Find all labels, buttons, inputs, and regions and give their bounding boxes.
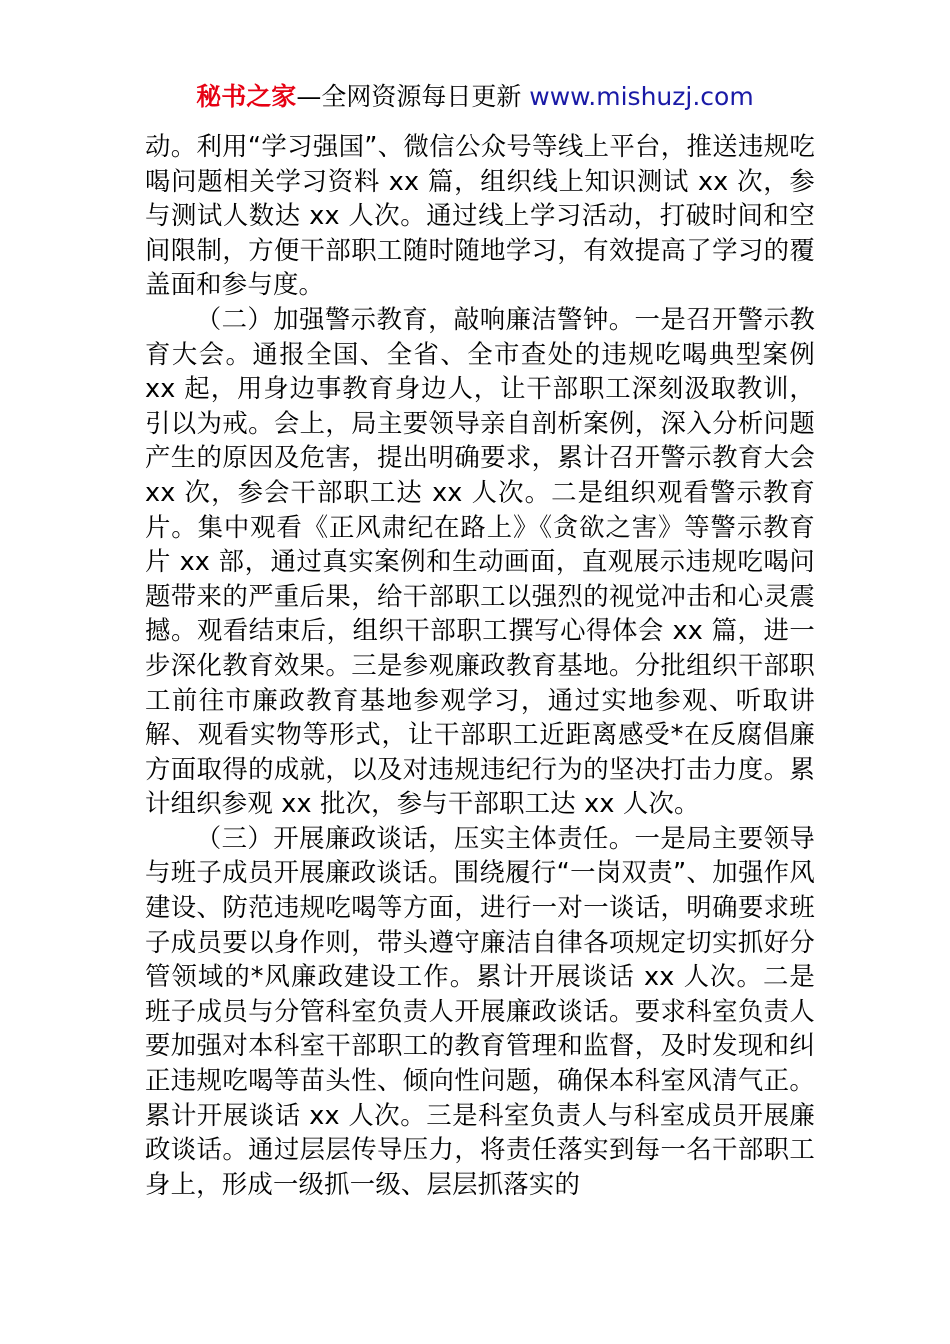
paragraph-continuation: 动。利用“学习强国”、微信公众号等线上平台，推送违规吃喝问题相关学习资料 xx 篇，组织线上知识测试 xx 次，参与测试人数达 xx 人次。通过线上学习活动，打破时间和空间限制，方便干部职工随时随地学习，有效提高了学习的覆盖面和参与度。 xyxy=(145,131,815,300)
site-brand: 秘书之家 xyxy=(196,82,297,111)
paragraph-warning-education: （二）加强警示教育，敲响廉洁警钟。一是召开警示教育大会。通报全国、全省、全市查处的违规吃喝典型案例 xx 起，用身边事教育身边人，让干部职工深刻汲取教训，引以为戒。会上，局主要领导亲自剖析案例，深入分析问题产生的原因及危害，提出明确要求，累计召开警示教育大会 xx 次，参会干部职工达 xx 人次。二是组织观看警示教育片。集中观看《正风肃纪在路上》《贪欲之害》等警示教育片 xx 部，通过真实案例和生动画面，直观展示违规吃喝问题带来的严重后果，给干部职工以强烈的视觉冲击和心灵震撼。观看结束后，组织干部职工撰写心得体会 xx 篇，进一步深化教育效果。三是参观廉政教育基地。分批组织干部职工前往市廉政教育基地参观学习，通过实地参观、听取讲解、观看实物等形式，让干部职工近距离感受*在反腐倡廉方面取得的成就，以及对违规违纪行为的坚决打击力度。累计组织参观 xx 批次，参与干部职工达 xx 人次。 xyxy=(145,303,815,819)
site-tagline: —全网资源每日更新 xyxy=(296,82,530,111)
site-url-link[interactable]: www.mishuzj.com xyxy=(529,82,754,111)
document-body xyxy=(145,129,815,1201)
paragraph-integrity-talks: （三）开展廉政谈话，压实主体责任。一是局主要领导与班子成员开展廉政谈话。围绕履行“一岗双责”、加强作风建设、防范违规吃喝等方面，进行一对一谈话，明确要求班子成员要以身作则，带头遵守廉洁自律各项规定切实抓好分管领域的*风廉政建设工作。累计开展谈话 xx 人次。二是班子成员与分管科室负责人开展廉政谈话。要求科室负责人要加强对本科室干部职工的教育管理和监督，及时发现和纠正违规吃喝等苗头性、倾向性问题，确保本科室风清气正。累计开展谈话 xx 人次。三是科室负责人与科室成员开展廉政谈话。通过层层传导压力，将责任落实到每一名干部职工身上，形成一级抓一级、层层抓落实的 xyxy=(145,822,815,1199)
site-header xyxy=(0,80,950,114)
